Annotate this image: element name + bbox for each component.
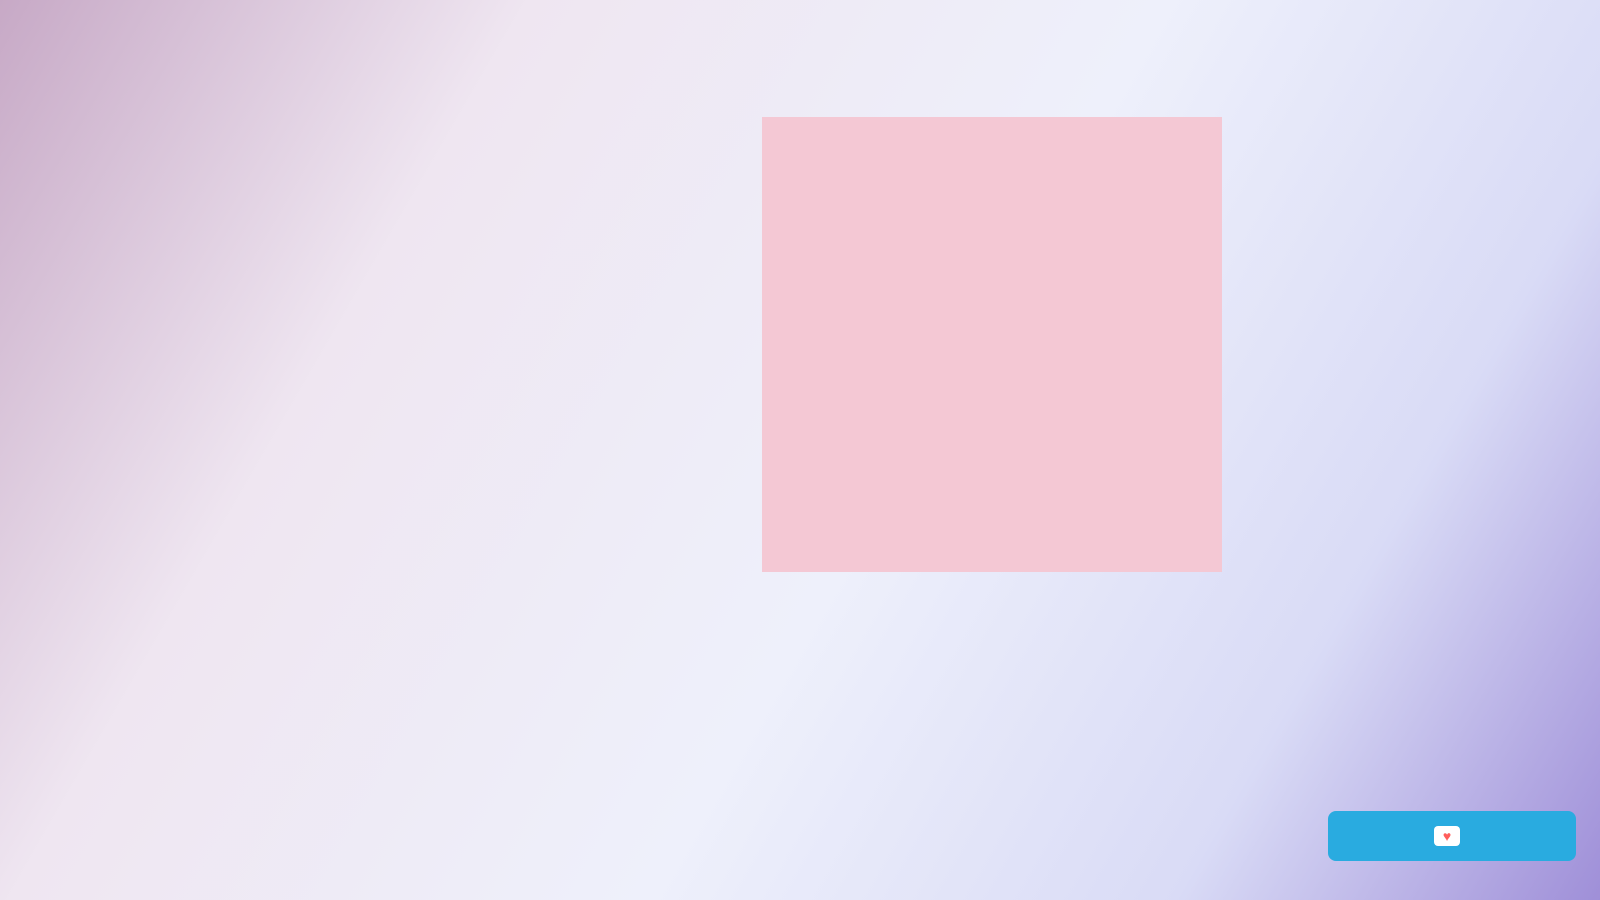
stacked-bar-chart bbox=[0, 0, 1240, 575]
heart-cup-icon: ♥ bbox=[1434, 826, 1460, 846]
kofi-button[interactable] bbox=[1328, 811, 1576, 861]
